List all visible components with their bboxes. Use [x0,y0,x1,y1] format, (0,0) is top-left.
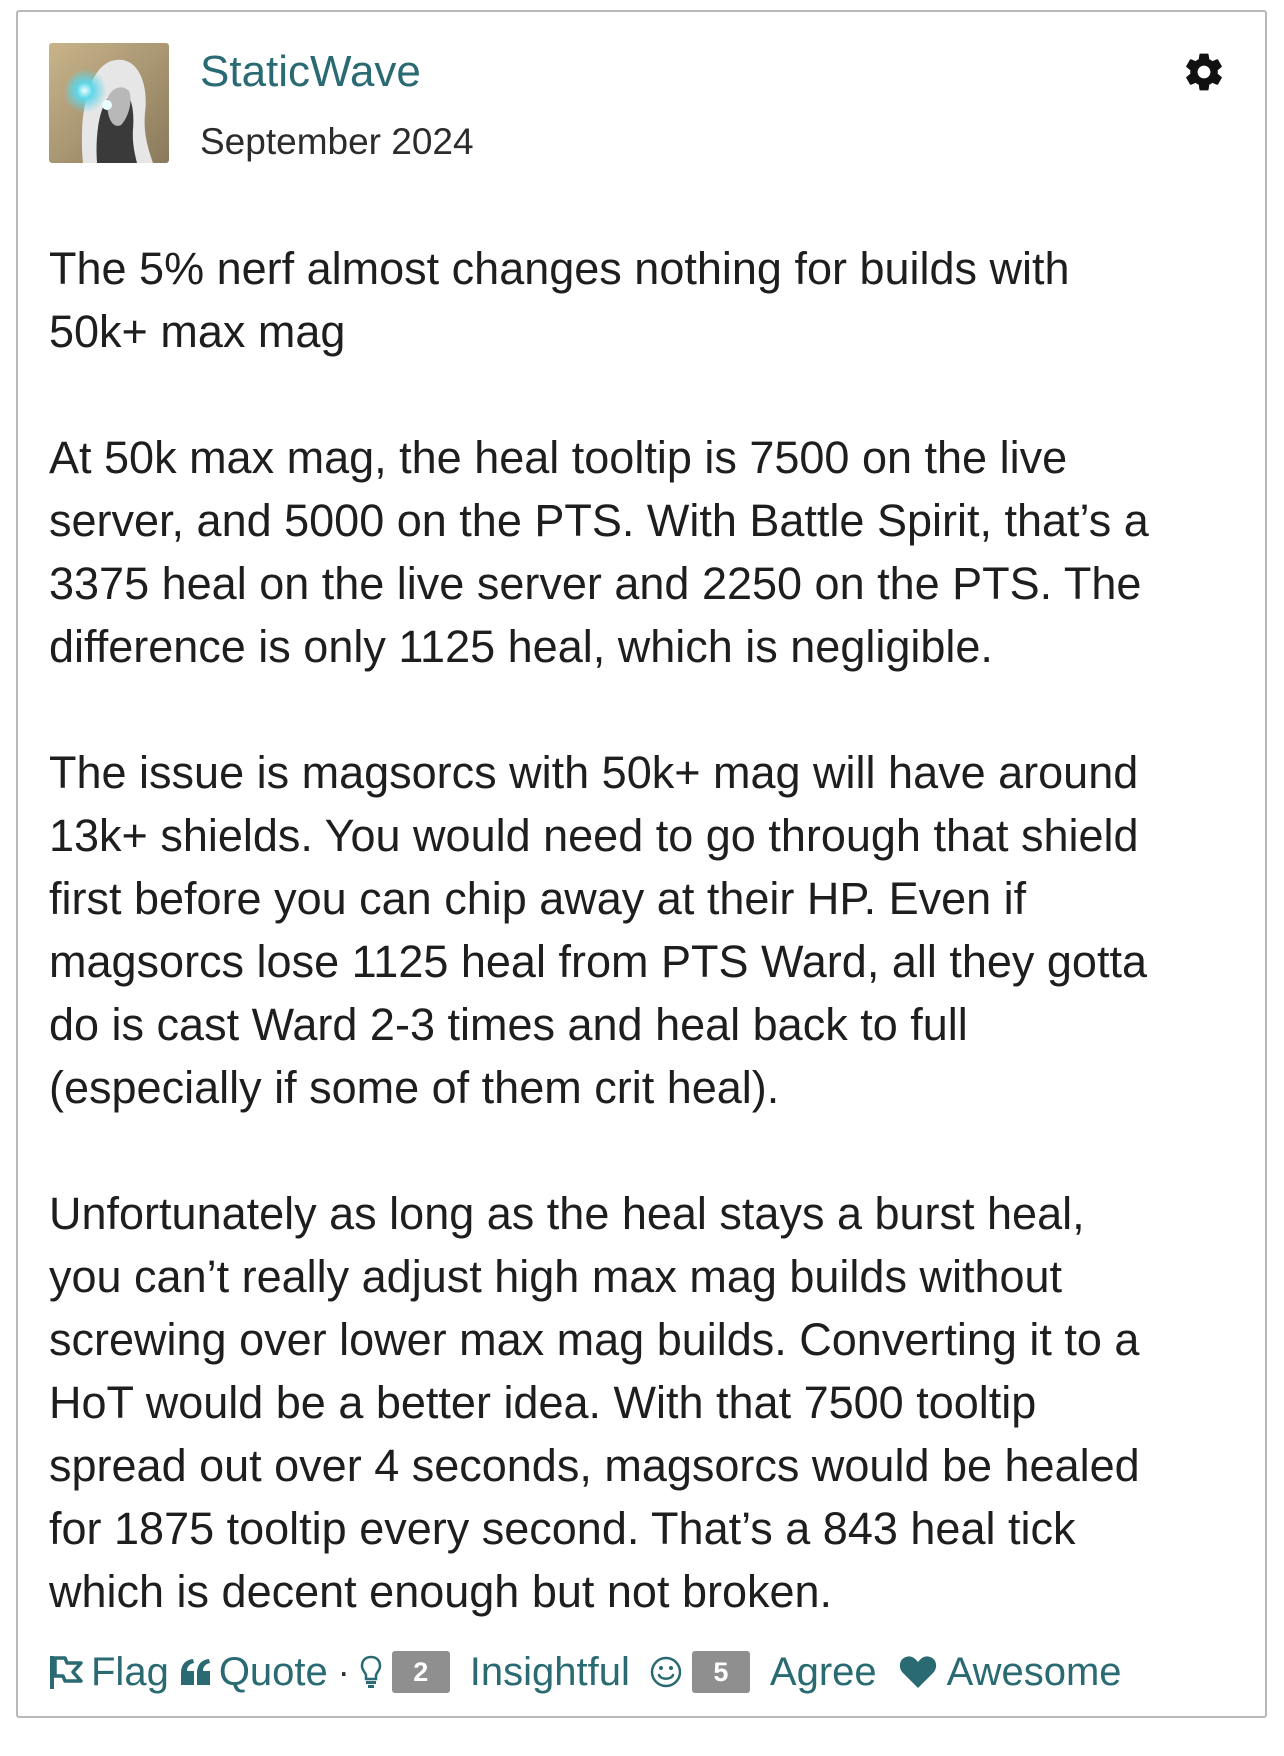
agree-count: 5 [692,1651,750,1693]
insightful-count: 2 [392,1651,450,1693]
post-date[interactable]: September 2024 [200,121,474,162]
insightful-button[interactable] [360,1650,630,1695]
text-line: (especially if some of them crit heal). [49,1062,780,1113]
quote-label: Quote [218,1649,328,1694]
insightful-label: Insightful [469,1649,630,1694]
text-line: 3375 heal on the live server and 2250 on the PTS. The [49,558,1142,609]
flag-icon [49,1654,83,1690]
avatar[interactable] [49,43,169,163]
heart-icon [899,1655,937,1689]
text-line: The issue is magsorcs with 50k+ mag will have around [49,747,1139,798]
paragraph [49,741,1249,1119]
text-line: screwing over lower max mag builds. Converting it to a [49,1314,1140,1365]
avatar-image [49,43,169,163]
post-body [49,237,1249,1686]
separator: · [337,1651,350,1692]
text-line: 13k+ shields. You would need to go through that shield [49,810,1139,861]
text-line: difference is only 1125 heal, which is negligible. [49,621,993,672]
text-line: server, and 5000 on the PTS. With Battle Spirit, that’s a [49,495,1149,546]
text-line: At 50k max mag, the heal tooltip is 7500 on the live [49,432,1068,483]
awesome-button[interactable] [899,1650,1122,1695]
text-line: for 1875 tooltip every second. That’s a 843 heal tick [49,1503,1076,1554]
text-line: HoT would be a better idea. With that 7500 tooltip [49,1377,1037,1428]
paragraph [49,426,1249,678]
text-line: you can’t really adjust high max mag builds without [49,1251,1063,1302]
text-line: The 5% nerf almost changes nothing for builds with [49,243,1070,294]
agree-button[interactable] [650,1650,877,1695]
quote-button[interactable] [181,1650,328,1695]
gear-icon[interactable] [1182,50,1226,94]
agree-label: Agree [769,1649,877,1694]
text-line: first before you can chip away at their HP. Even if [49,873,1027,924]
text-line: magsorcs lose 1125 heal from PTS Ward, all they gotta [49,936,1147,987]
text-line: which is decent enough but not broken. [49,1566,833,1617]
text-line: Unfortunately as long as the heal stays a burst heal, [49,1188,1085,1239]
smiley-icon [650,1656,682,1688]
text-line: do is cast Ward 2-3 times and heal back to full [49,999,968,1050]
lightbulb-icon [360,1655,382,1689]
awesome-label: Awesome [946,1649,1122,1694]
paragraph [49,1182,1249,1623]
text-line: spread out over 4 seconds, magsorcs would be healed [49,1440,1140,1491]
paragraph [49,237,1249,363]
quote-icon [181,1659,211,1685]
text-line: 50k+ max mag [49,306,346,357]
author-name[interactable]: StaticWave [200,47,421,96]
flag-label: Flag [91,1649,169,1694]
post-actions [49,1644,1122,1700]
forum-post [16,10,1267,1718]
flag-button[interactable] [49,1650,169,1695]
